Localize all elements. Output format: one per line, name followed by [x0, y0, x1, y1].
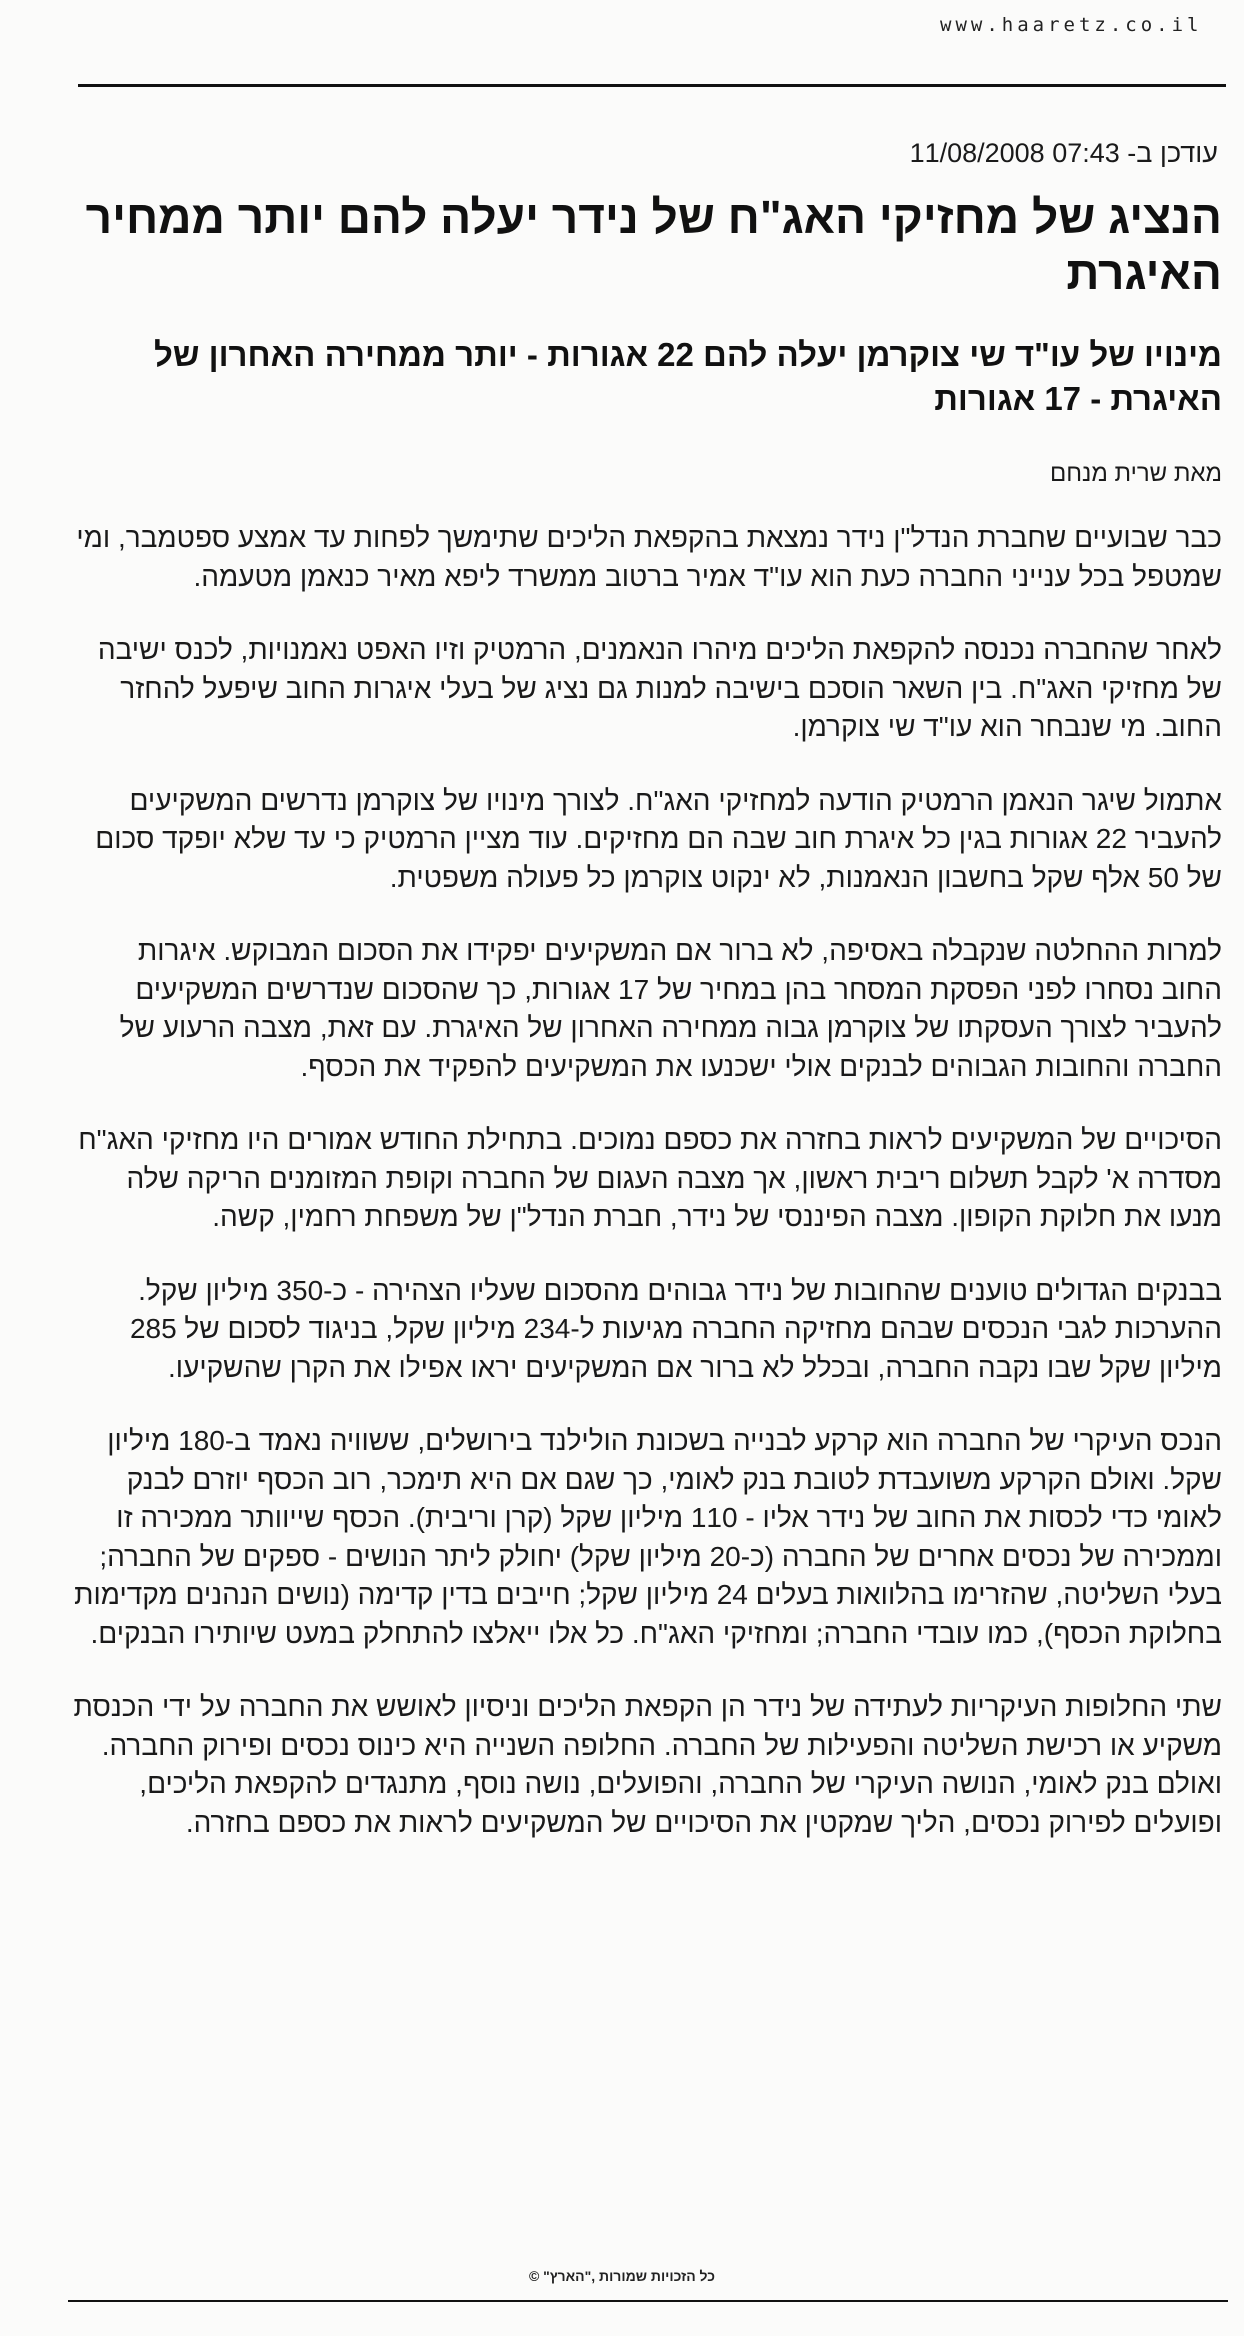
updated-datetime: 11/08/2008 07:43 [909, 138, 1120, 168]
body-paragraph: בבנקים הגדולים טוענים שהחובות של נידר גבוהים מהסכום שעליו הצהירה - כ-350 מיליון שקל. ההערכות לגבי הנכסים שבהם מחזיקה החברה מגיעות ל-234 מיליון שקל, בניגוד לסכום של 285 מיליון שקל שבו נקבה החברה, ובכלל לא ברור אם המשקיעים יראו אפילו את הקרן שהשקיעו. [129, 1274, 1222, 1383]
article [70, 138, 1222, 1877]
top-divider [78, 84, 1226, 87]
updated-timestamp [70, 138, 1222, 169]
article-body [70, 519, 1222, 1842]
body-paragraph: הסיכויים של המשקיעים לראות בחזרה את כספם נמוכים. בתחילת החודש אמורים היו מחזיקי האג"ח מסדרה א' לקבל תשלום ריבית ראשון, אך מצבה העגום של החברה וקופת המזומנים הריקה שלה מנעו את חלוקת הקופון. מצבה הפיננסי של נידר, חברת הנדל"ן של משפחת רחמין, קשה. [78, 1124, 1222, 1232]
body-paragraph: שתי החלופות העיקריות לעתידה של נידר הן הקפאת הליכים וניסיון לאושש את החברה על ידי הכנסת משקיע או רכישת השליטה והפעילות של החברה. החלופה השנייה היא כינוס נכסים ופירוק החברה. ואולם בנק לאומי, הנושה העיקרי של החברה, והפועלים, נושה נוסף, מתנגדים להקפאת הליכים, ופועלים לפירוק נכסים, הליך שמקטין את הסיכויים של המשקיעים לראות את כספם בחזרה. [73, 1691, 1222, 1838]
body-paragraph: כבר שבועיים שחברת הנדל"ן נידר נמצאת בהקפאת הליכים שתימשך לפחות עד אמצע ספטמבר, ומי שמטפל בכל ענייני החברה כעת הוא עו"ד אמיר ברטוב ממשרד ליפא מאיר כנאמן מטעמה. [76, 522, 1222, 592]
body-paragraph: לאחר שהחברה נכנסה להקפאת הליכים מיהרו הנאמנים, הרמטיק וזיו האפט נאמנויות, לכנס ישיבה של מחזיקי האג"ח. בין השאר הוסכם בישיבה למנות גם נציג של בעלי איגרות החוב שיפעל להחזר החוב. מי שנבחר הוא עו"ד שי צוקרמן. [97, 634, 1222, 742]
updated-label: עודכן ב- [1127, 138, 1218, 168]
site-url: www.haaretz.co.il [940, 14, 1203, 36]
body-paragraph: למרות ההחלטה שנקבלה באסיפה, לא ברור אם המשקיעים יפקידו את הסכום המבוקש. איגרות החוב נסחרו לפני הפסקת המסחר בהן במחיר של 17 אגורות, כך שהסכום שנדרשים המשקיעים להעביר לצורך העסקתו של צוקרמן גבוה ממחירה האחרון של האיגרת. עם זאת, מצבה הרעוע של החברה והחובות הגבוהים לבנקים אולי ישכנעו את המשקיעים להפקיד את הכסף. [119, 935, 1222, 1082]
bottom-divider [68, 2300, 1228, 2302]
byline: מאת שרית מנחם [1049, 460, 1222, 487]
headline: הנציג של מחזיקי האג"ח של נידר יעלה להם יותר ממחיר האיגרת [85, 191, 1222, 299]
subheadline: מינויו של עו"ד שי צוקרמן יעלה להם 22 אגורות - יותר ממחירה האחרון של האיגרת - 17 אגורות [154, 336, 1222, 417]
copyright-notice: כל הזכויות שמורות ,"הארץ" © [528, 2268, 716, 2284]
body-paragraph: הנכס העיקרי של החברה הוא קרקע לבנייה בשכונת הולילנד בירושלים, ששוויה נאמד ב-180 מיליון שקל. ואולם הקרקע משועבדת לטובת בנק לאומי, כך שגם אם היא תימכר, רוב הכסף יוזרם לבנק לאומי כדי לכסות את החוב של נידר אליו - 110 מיליון שקל (קרן וריבית). הכסף שייוותר ממכירה זו וממכירה של נכסים אחרים של החברה (כ-20 מיליון שקל) יחולק ליתר הנושים - ספקים של החברה; בעלי השליטה, שהזרימו בהלוואות בעלים 24 מיליון שקל; חייבים בדין קדימה (נושים הנהנים מקדימות בחלוקת הכסף), כמו עובדי החברה; ומחזיקי האג"ח. כל אלו ייאלצו להתחלק במעט שיותירו הבנקים. [74, 1425, 1222, 1649]
body-paragraph: אתמול שיגר הנאמן הרמטיק הודעה למחזיקי האג"ח. לצורך מינויו של צוקרמן נדרשים המשקיעים להעביר 22 אגורות בגין כל איגרת חוב שבה הם מחזיקים. עוד מציין הרמטיק כי עד שלא יופקד סכום של 50 אלף שקל בחשבון הנאמנות, לא ינקוט צוקרמן כל פעולה משפטית. [95, 784, 1222, 893]
